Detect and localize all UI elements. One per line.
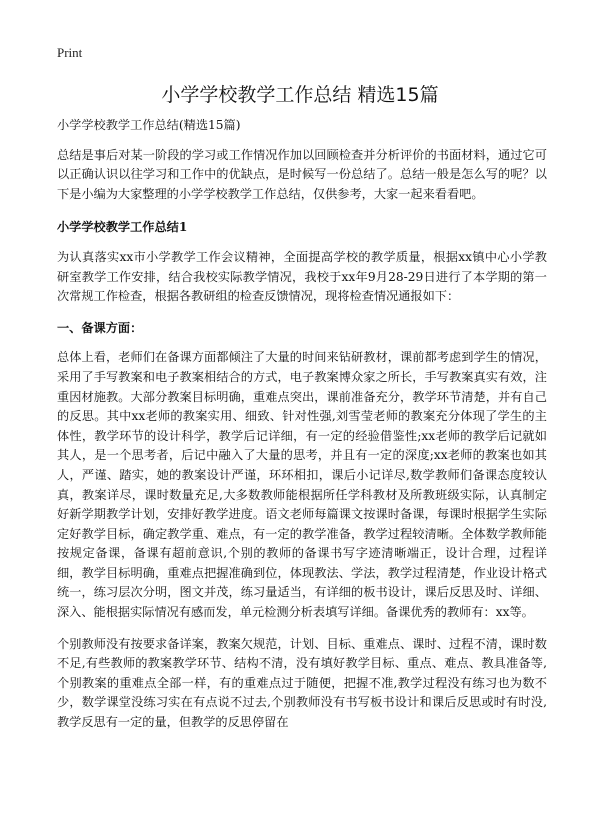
article-subtitle: 小学学校教学工作总结(精选15篇): [57, 118, 241, 132]
print-link[interactable]: Print: [57, 45, 83, 60]
paragraph: 个别教师没有按要求备详案，教案欠规范，计划、目标、重难点、课时、过程不清，课时数不足,有些教师的教案教学环节、结构不清，没有填好教学目标、重点、难点、教具准备等,个别教案的重难点全部一样，有的重难点过于随便，把握不准,教学过程没有练习也为数不少，数学课堂没练习实在有点说不过去,个别教师没有书写板书设计和课后反思或时有时没,教学反思有一定的量，但教学的反思停留在: [57, 636, 547, 730]
intro-paragraph: 总结是事后对某一阶段的学习或工作情况作加以回顾检查并分析评价的书面材料，通过它可以正确认识以往学习和工作中的优缺点，是时候写一份总结了。总结一般是怎么写的呢？以下是小编为大家整理的小学学校教学工作总结，仅供参考，大家一起来看看吧。: [57, 147, 547, 201]
paragraph: 为认真落实xx市小学教学工作会议精神，全面提高学校的教学质量，根据xx镇中心小学教研室教学工作安排，结合我校实际教学情况，我校于xx年9月28-29日进行了本学期的第一次常规工作检查，根据各教研组的检查反馈情况，现将检查情况通报如下：: [57, 249, 547, 304]
page-title: 小学学校教学工作总结 精选15篇: [161, 84, 439, 106]
subsection-heading: 一、备课方面：: [57, 320, 143, 335]
paragraph: 总体上看，老师们在备课方面都倾注了大量的时间来钻研教材，课前都考虑到学生的情况，采用了手写教案和电子教案相结合的方式，电子教案博众家之所长，手写教案真实有效，注重因材施教。大部分教案目标明确，重难点突出，课前准备充分，教学环节清楚，并有自己的反思。其中xx老师的教案实用、细致、针对性强,刘雪莹老师的教案充分体现了学生的主体性，教学环节的设计科学，教学后记详细，有一定的经验借鉴性;xx老师的教学后记就如其人，是一个思考者，后记中融入了大量的思考，并且有一定的深度;xx老师的教案也如其人，严谨、踏实，她的教案设计严谨，环环相扣，课后小记详尽,数学教师们备课态度较认真，教案详尽，课时数量充足,大多数教师能根据所任学科教材及所教班级实际，认真制定好新学期教学计划，安排好教学进度。语文老师每篇课文按课时备课，每课时根据学生实际定好教学目标，确定教学重、难点，有一定的教学准备，教学过程较清晰。全体数学教师能按规定备课，备课有超前意识,个别的教师的备课书写字迹清晰端正，设计合理，过程详细，教学目标明确，重难点把握准确到位，体现教法、学法，教学过程清楚，作业设计格式统一，练习层次分明，图文并茂，练习量适当，有详细的板书设计，课后反思及时、详细、深入、能根据实际情况有感而发，单元检测分析表填写详细。备课优秀的教师有：xx等。: [57, 350, 547, 620]
article-body: [57, 116, 547, 745]
section-heading: 小学学校教学工作总结1: [57, 220, 188, 235]
